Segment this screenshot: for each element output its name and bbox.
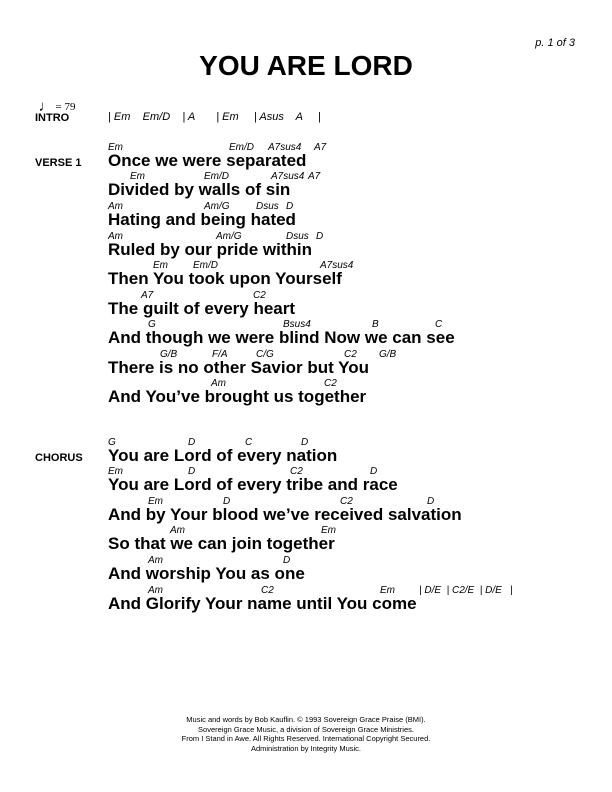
song-title: YOU ARE LORD xyxy=(199,50,413,81)
section-label-intro: INTRO xyxy=(35,112,70,124)
chord: C2 xyxy=(253,290,266,301)
copyright-footer xyxy=(0,715,612,753)
lyric-line: And Glorify Your name until You come xyxy=(108,594,417,613)
lyric-line: Divided by walls of sin xyxy=(108,180,291,199)
chord: C2 xyxy=(261,585,274,596)
chord: Am/G xyxy=(204,201,230,212)
chord: D xyxy=(286,201,294,212)
page-number: p. 1 of 3 xyxy=(535,37,575,49)
chord: Am xyxy=(148,555,163,566)
chord: Am/G xyxy=(216,231,242,242)
chord: Bsus4 xyxy=(283,319,311,330)
chord: A7sus4 xyxy=(320,260,354,271)
chord: Am xyxy=(108,201,123,212)
chord: C2 xyxy=(340,496,353,507)
chord: D xyxy=(188,466,196,477)
footer-line: Administration by Integrity Music. xyxy=(250,743,362,753)
tempo-value: = 79 xyxy=(55,101,76,113)
lyric-line: Hating and being hated xyxy=(108,210,296,229)
footer-line: Sovereign Grace Music, a division of Sovereign Grace Ministries. xyxy=(198,724,414,734)
intro-chords: | Em Em/D | A | Em | Asus A | xyxy=(108,111,321,123)
chord: | D/E | C2/E | D/E | xyxy=(419,585,513,596)
chord: Dsus xyxy=(256,201,279,212)
chord: D xyxy=(301,437,309,448)
lyric-line: You are Lord of every tribe and race xyxy=(108,475,398,494)
chord: F/A xyxy=(212,349,228,360)
chord: D xyxy=(188,437,196,448)
lyric-line: And worship You as one xyxy=(108,564,305,583)
lyric-line: So that we can join together xyxy=(108,534,335,553)
chord: Em/D xyxy=(229,142,254,153)
chord: D xyxy=(316,231,324,242)
chord: A7 xyxy=(141,290,154,301)
chord: Dsus xyxy=(286,231,309,242)
chord: C xyxy=(245,437,253,448)
lyric-line: And by Your blood we’ve received salvation xyxy=(108,505,462,524)
chord: G xyxy=(108,437,116,448)
chord: C2 xyxy=(290,466,303,477)
lyric-line: You are Lord of every nation xyxy=(108,446,338,465)
chord: Em xyxy=(148,496,163,507)
chord: A7sus4 xyxy=(271,171,305,182)
chord: G xyxy=(148,319,156,330)
lyric-line: There is no other Savior but You xyxy=(108,358,370,377)
footer-line: From I Stand in Awe. All Rights Reserved. International Copyright Secured. xyxy=(181,734,431,743)
chord: B xyxy=(372,319,379,330)
lyric-line: Then You took upon Yourself xyxy=(108,269,342,288)
chord: Em xyxy=(108,466,123,477)
chord: D xyxy=(370,466,378,477)
section-label-chorus: CHORUS xyxy=(35,452,83,464)
lyric-line: The guilt of every heart xyxy=(108,299,296,318)
tempo-marking xyxy=(33,89,75,113)
chord: Em xyxy=(153,260,168,271)
section-label-verse-1: VERSE 1 xyxy=(35,157,82,169)
chord: C2 xyxy=(324,378,337,389)
chord: Em xyxy=(130,171,145,182)
chord: C xyxy=(435,319,443,330)
chord: Em/D xyxy=(204,171,229,182)
lyric-line: And though we were blind Now we can see xyxy=(108,328,455,347)
quarter-note-icon: ♩ xyxy=(38,99,54,115)
chord: D xyxy=(223,496,231,507)
lyric-line: Once we were separated xyxy=(108,151,307,170)
footer-line: Music and words by Bob Kauflin. © 1993 Sovereign Grace Praise (BMI). xyxy=(186,715,426,724)
chord: D xyxy=(283,555,291,566)
chord: Em xyxy=(321,525,336,536)
chord: D xyxy=(427,496,435,507)
chord: Em xyxy=(380,585,395,596)
lyric-line: And You’ve brought us together xyxy=(108,387,367,406)
chord: A7sus4 xyxy=(268,142,302,153)
chord: G/B xyxy=(379,349,397,360)
chord: C2 xyxy=(344,349,357,360)
chord: Am xyxy=(148,585,163,596)
chord: Am xyxy=(211,378,226,389)
chord: C/G xyxy=(256,349,274,360)
lyric-line: Ruled by our pride within xyxy=(108,240,312,259)
chord: Am xyxy=(170,525,185,536)
chord: Em/D xyxy=(193,260,218,271)
chord: G/B xyxy=(160,349,178,360)
chord: A7 xyxy=(308,171,321,182)
chord: Am xyxy=(108,231,123,242)
chord: A7 xyxy=(314,142,327,153)
chord: Em xyxy=(108,142,123,153)
